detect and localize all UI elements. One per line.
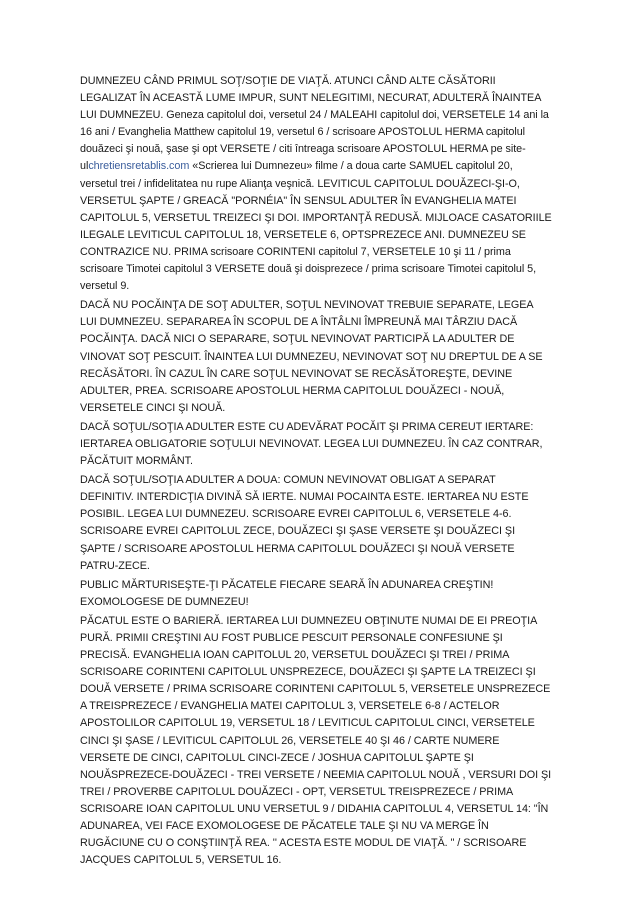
website-link[interactable]: chretiensretablis.com: [88, 160, 193, 173]
paragraph-2: DACĂ NU POCĂINŢA DE SOŢ ADULTER, SOŢUL NEVINOVAT TREBUIE SEPARATE, LEGEA LUI DUMNEZEU. SEPARAREA ÎN SCOPUL DE A ÎNTÂLNI ÎMPREUNĂ MAI TÂRZIU DACĂ POCĂINŢA. DACĂ NICI O SEPARARE, SOŢUL NEVINOVAT PARTICIPĂ LA ADULTER DE VINOVAT SOŢ PESCUIT. ÎNAINTEA LUI DUMNEZEU, NEVINOVAT SOŢ NU DREPTUL DE A SE RECĂSĂTORI. ÎN CAZUL ÎN CARE SOŢUL NEVINOVAT SE RECĂSĂTOREŞTE, DEVINE ADULTER, PREA. SCRISOARE APOSTOLUL HERMA CAPITOLUL DOUĂZECI - NOUĂ, VERSETELE CINCI ŞI NOUĂ.: [80, 299, 543, 414]
paragraph-3: DACĂ SOŢUL/SOŢIA ADULTER ESTE CU ADEVĂRAT POCĂIT ŞI PRIMA CEREUT IERTARE: IERTAREA OBLIGATORIE SOŢULUI NEVINOVAT. LEGEA LUI DUMNEZEU. ÎN CAZ CONTRAR, PĂCĂTUIT MORMÂNT.: [80, 420, 543, 468]
paragraph-1: [80, 73, 552, 295]
paragraph-4: DACĂ SOŢUL/SOŢIA ADULTER A DOUA: COMUN NEVINOVAT OBLIGAT A SEPARAT DEFINITIV. INTERDICŢIA DIVINĂ SĂ IERTE. NUMAI POCAINTA ESTE. IERTAREA NU ESTE POSIBIL. LEGEA LUI DUMNEZEU. SCRISOARE EVREI CAPITOLUL 6, VERSETELE 4-6. SCRISOARE EVREI CAPITOLUL ZECE, DOUĂZECI ŞI ŞASE VERSETE ŞI DOUĂZECI ŞI ŞAPTE / SCRISOARE APOSTOLUL HERMA CAPITOLUL DOUĂZECI ŞI NOUĂ VERSETE PATRU-ZECE.: [80, 474, 529, 572]
document-page: [80, 73, 552, 871]
paragraph-1-text: DUMNEZEU CÂND PRIMUL SOŢ/SOŢIE DE VIAŢĂ. ATUNCI CÂND ALTE CĂSĂTORII LEGALIZAT ÎN ACEASTĂ LUME IMPUR, SUNT NELEGITIMI, NECURAT, ADULTERĂ ÎNAINTEA LUI DUMNEZEU. Geneza capitolul doi, versetul 24 / MALEAHI capitolul doi, VERSETELE 14 ani la 16 ani / Evanghelia Matthew capitolul 19, versetul 6 / scrisoare APOSTOLUL HERMA capitolul douăzeci şi nouă, şase şi opt VERSETE / citi întreaga scrisoare APOSTOLUL HERMA pe site-ul: [80, 75, 549, 173]
paragraph-6: PĂCATUL ESTE O BARIERĂ. IERTAREA LUI DUMNEZEU OBŢINUTE NUMAI DE EI PREOŢIA PURĂ. PRIMII CREŞTINI AU FOST PUBLICE PESCUIT PERSONALE CONFESIUNE ŞI PRECISĂ. EVANGHELIA IOAN CAPITOLUL 20, VERSETUL DOUĂZECI ŞI TREI / PRIMA SCRISOARE CORINTENI CAPITOLUL UNSPREZECE, DOUĂZECI ŞI ŞAPTE LA TREIZECI ŞI DOUĂ VERSETE / PRIMA SCRISOARE CORINTENI CAPITOLUL 5, VERSETELE UNSPREZECE A TREISPREZECE / EVANGHELIA MATEI CAPITOLUL 3, VERSETELE 6-8 / ACTELOR APOSTOLILOR CAPITOLUL 19, VERSETUL 18 / LEVITICUL CAPITOLUL CINCI, VERSETELE CINCI ŞI ŞASE / LEVITICUL CAPITOLUL 26, VERSETELE 40 ŞI 46 / CARTE NUMERE VERSETE DE CINCI, CAPITOLUL CINCI-ZECE / JOSHUA CAPITOLUL ŞAPTE ŞI NOUĂSPREZECE-DOUĂZECI - TREI VERSETE / NEEMIA CAPITOLUL NOUĂ , VERSURI DOI ŞI TREI / PROVERBE CAPITOLUL DOUĂZECI - OPT, VERSETUL TREISPREZECE / PRIMA SCRISOARE IOAN CAPITOLUL UNU VERSETUL 9 / DIDAHIA CAPITOLUL 4, VERSETUL 14: "ÎN ADUNAREA, VEI FACE EXOMOLOGESE DE PĂCATELE TALE ŞI NU VA MERGE ÎN RUGĂCIUNE CU O CONŞTIINŢĂ REA. '' ACESTA ESTE MODUL DE VIAŢĂ. " / SCRISOARE JACQUES CAPITOLUL 5, VERSETUL 16.: [80, 614, 552, 867]
paragraph-5: PUBLIC MĂRTURISEŞTE-ŢI PĂCATELE FIECARE SEARĂ ÎN ADUNAREA CREŞTIN! EXOMOLOGESE DE DUMNEZEU!: [80, 578, 494, 608]
paragraph-1-text-continued: «Scrierea lui Dumnezeu» filme / a doua carte SAMUEL capitolul 20, versetul trei / infidelitatea nu rupe Alianţa veşnică. LEVITICUL CAPITOLUL DOUĂZECI-ŞI-O, VERSETUL ŞAPTE / GREACĂ "PORNÉIA" ÎN SENSUL ADULTER ÎN EVANGHELIA MATEI CAPITOLUL 5, VERSETUL TREIZECI ŞI DOI. IMPORTANŢĂ REDUSĂ. MIJLOACE CASATORIILE ILEGALE LEVITICUL CAPITOLUL 18, VERSETELE 6, OPTSPREZECE ANI. DUMNEZEU SE CONTRAZICE NU. PRIMA scrisoare CORINTENI capitolul 7, VERSETELE 10 şi 11 / prima scrisoare Timotei capitolul 3 VERSETE două şi doisprezece / prima scrisoare Timotei capitolul 5, versetul 9.: [80, 160, 552, 293]
